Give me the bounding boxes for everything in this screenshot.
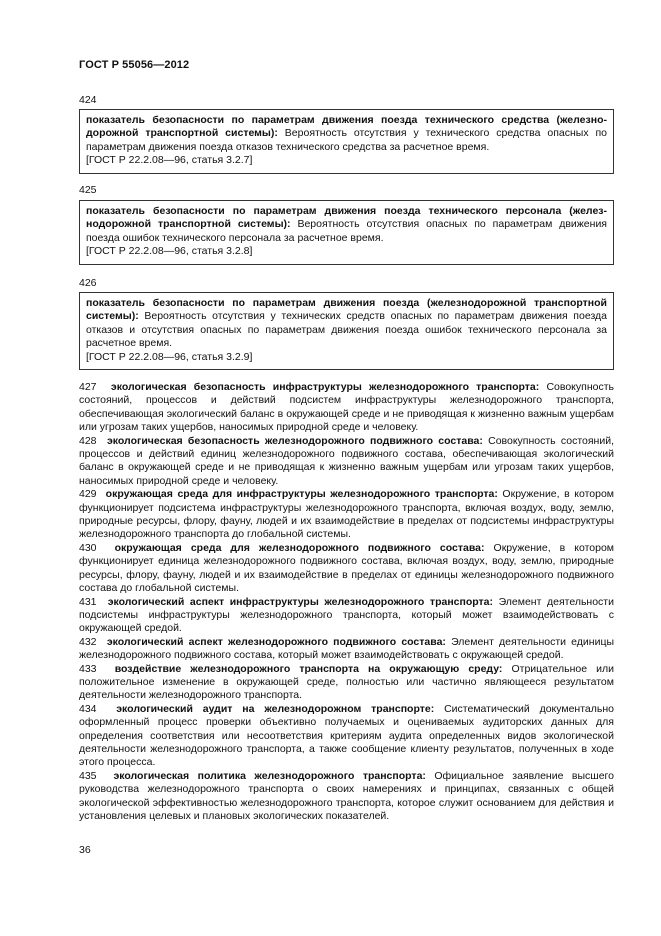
term-entry (79, 663, 614, 703)
term-number: 424 (79, 94, 97, 106)
term-title: показатель безопасности по параметрам движения поезда (железнодорожной транспортной системы): (86, 297, 607, 323)
term-title: экологический аудит на железнодорожном транспорте: (116, 702, 435, 715)
term-title: экологическая безопасность инфраструктуры железнодорожного транспорта: (110, 381, 540, 393)
term-number: 426 (79, 277, 97, 289)
term-entry (79, 703, 614, 770)
term-definition: Совокупность состояний, процессов и действий единиц железнодорожного подвижного состава, обеспечивающая экологический баланс в окружающей среде и не приводящая к жизненно важным ущербам или угрозам таких ущербов, наносимых природной среде и человеку. (79, 434, 614, 487)
term-entry (79, 542, 614, 596)
term-title: показатель безопасности по параметрам движения поезда технического персонала (желез-нодорожной транспортной системы): (86, 205, 607, 231)
term-title: экологическая безопасность железнодорожного подвижного состава: (106, 434, 483, 447)
term-entry (79, 770, 614, 824)
term-title: окружающая среда для инфраструктуры железнодорожного транспорта: (105, 488, 498, 501)
term-title: окружающая среда для железнодорожного подвижного состава: (114, 541, 485, 554)
term-definition: Вероятность отсутствия у технических средств опасных по параметрам движения поезда отказов и отсутствия опасных по параметрам движения поезда ошибок технического персонала за расчетное время. (86, 310, 607, 350)
term-number: 435 (79, 769, 97, 782)
term-title: показатель безопасности по параметрам движения поезда технического средства (железно-дорожной транспортной системы): (86, 114, 607, 140)
term-number: 433 (79, 662, 97, 675)
term-source: [ГОСТ Р 22.2.08—96, статья 3.2.7] (86, 154, 253, 167)
term-definition: Элемент деятельности единицы железнодорожного подвижного состава, который может взаимодействовать с окружающей средой. (79, 635, 615, 662)
term-box (79, 109, 614, 174)
term-list (79, 381, 614, 823)
term-entry (79, 381, 614, 435)
page-number: 36 (79, 844, 91, 856)
term-definition: Отрицательное или положительное изменение в окружающей среде, полностью или частично являющееся результатом деятельности железнодорожного транспорта. (79, 662, 614, 702)
term-definition: Окружение, в котором функционирует единица железнодорожного подвижного состава, включая воздух, воду, землю, природные ресурсы, флору, фауну, людей и их взаимодействие в пределах от единицы железнодорожного подвижного состава до глобальной системы. (79, 541, 615, 595)
term-number: 428 (79, 434, 97, 447)
term-number: 430 (79, 541, 97, 554)
term-definition: Совокупность состояний, процессов и действий подсистем инфраструктуры железнодорожного транспорта, обеспечивающая экологический баланс в окружающей среде и не приводящая к жизненно важным ущербам или угрозам таких ущербов, наносимых природной среде и человеку. (79, 381, 614, 434)
term-source: [ГОСТ Р 22.2.08—96, статья 3.2.8] (86, 245, 253, 258)
term-title: экологический аспект инфраструктуры железнодорожного транспорта: (107, 595, 494, 608)
term-number: 434 (79, 702, 97, 715)
term-entry (79, 435, 614, 489)
term-number: 429 (79, 488, 97, 501)
term-source: [ГОСТ Р 22.2.08—96, статья 3.2.9] (86, 350, 253, 363)
term-number: 427 (79, 381, 97, 393)
term-number: 431 (79, 595, 97, 608)
standard-header: ГОСТ Р 55056—2012 (79, 59, 190, 71)
term-title: воздействие железнодорожного транспорта на окружающую среду: (114, 662, 503, 675)
term-number: 432 (79, 635, 97, 648)
term-title: экологическая политика железнодорожного транспорта: (113, 769, 426, 782)
term-definition: Окружение, в котором функционирует подсистема инфраструктуры железнодорожного транспорта, включая воздух, воду, землю, природные ресурсы, флору, фауну, людей и их взаимодействие в пределах от подсистемы инфраструктуры железнодорожного транспорта до глобальной системы. (79, 488, 615, 541)
term-definition: Элемент деятельности подсистемы инфраструктуры железнодорожного транспорта, который может взаимодействовать с окружающей средой. (79, 595, 614, 635)
term-definition: Официальное заявление высшего руководства железнодорожного транспорта о своих намерениях и принципах, связанных с общей экологической эффективностью железнодорожного транспорта, которое служит основанием для действия и установления целевых и плановых экологических показателей. (79, 769, 614, 822)
term-definition: Систематический документально оформленный процесс проверки объективно получаемых и оцениваемых аудиторских данных для определения соответствия или несоответствия критериям аудита определенных видов экологической деятельности железнодорожного транспорта, а также сообщение клиенту результатов, полученных в ходе этого процесса. (79, 702, 614, 769)
term-box (79, 200, 614, 265)
term-box (79, 292, 614, 370)
term-definition: Вероятность отсутствия опасных по параметрам движения поезда ошибок технического персонала за расчетное время. (86, 218, 607, 244)
term-entry (79, 596, 614, 636)
term-number: 425 (79, 184, 97, 196)
term-definition: Вероятность отсутствия у технического средства опасных по параметрам движения поезда отказов технического средства за расчетное время. (86, 127, 607, 153)
term-title: экологический аспект железнодорожного подвижного состава: (106, 635, 446, 648)
term-entry (79, 636, 614, 663)
term-entry (79, 488, 614, 542)
